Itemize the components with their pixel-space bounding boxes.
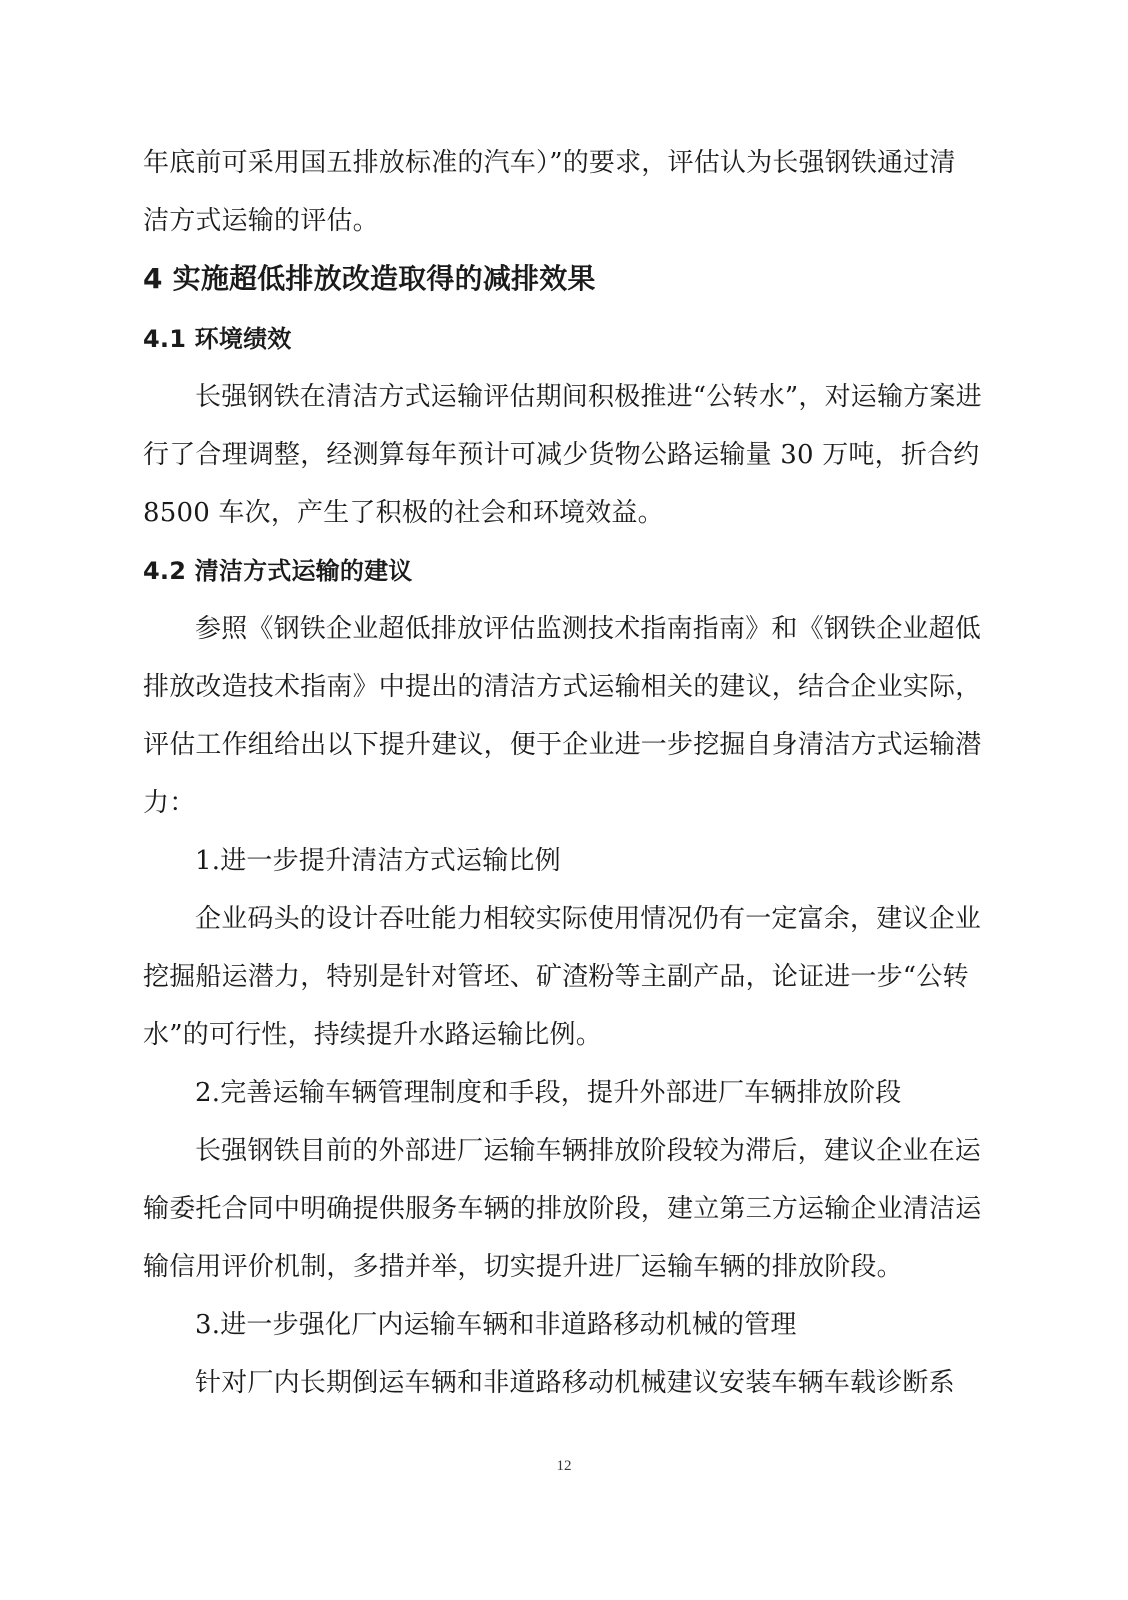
list-item-title: 3.进一步强化厂内运输车辆和非道路移动机械的管理 <box>195 1310 797 1340</box>
body-text-line: 挖掘船运潜力，特别是针对管坯、矿渣粉等主副产品，论证进一步“公转 <box>143 962 969 992</box>
body-text-line: 力： <box>143 788 196 818</box>
subsection-heading: 4.1 环境绩效 <box>143 325 292 353</box>
body-text-line: 企业码头的设计吞吐能力相较实际使用情况仍有一定富余，建议企业 <box>195 904 982 934</box>
list-item-title: 2.完善运输车辆管理制度和手段，提升外部进厂车辆排放阶段 <box>195 1078 902 1108</box>
section-heading: 4 实施超低排放改造取得的减排效果 <box>143 262 596 295</box>
body-text-line: 长强钢铁在清洁方式运输评估期间积极推进“公转水”，对运输方案进 <box>195 382 982 412</box>
body-text-line: 输信用评价机制，多措并举，切实提升进厂运输车辆的排放阶段。 <box>143 1252 903 1282</box>
body-text-line: 8500 车次，产生了积极的社会和环境效益。 <box>143 498 664 528</box>
list-item-title: 1.进一步提升清洁方式运输比例 <box>195 846 561 876</box>
body-text-line: 洁方式运输的评估。 <box>143 206 379 236</box>
body-text-line: 水”的可行性，持续提升水路运输比例。 <box>143 1020 602 1050</box>
body-text-line: 排放改造技术指南》中提出的清洁方式运输相关的建议，结合企业实际， <box>143 672 982 702</box>
body-text-line: 评估工作组给出以下提升建议，便于企业进一步挖掘自身清洁方式运输潜 <box>143 730 982 760</box>
page-number: 12 <box>556 1458 572 1474</box>
body-text-line: 参照《钢铁企业超低排放评估监测技术指南指南》和《钢铁企业超低 <box>195 614 982 644</box>
subsection-heading: 4.2 清洁方式运输的建议 <box>143 557 413 585</box>
body-text-line: 年底前可采用国五排放标准的汽车）”的要求，评估认为长强钢铁通过清 <box>143 148 956 178</box>
body-text-line: 长强钢铁目前的外部进厂运输车辆排放阶段较为滞后，建议企业在运 <box>195 1136 982 1166</box>
body-text-line: 针对厂内长期倒运车辆和非道路移动机械建议安装车辆车载诊断系 <box>195 1368 955 1398</box>
body-text-line: 行了合理调整，经测算每年预计可减少货物公路运输量 30 万吨，折合约 <box>143 440 980 470</box>
body-text-line: 输委托合同中明确提供服务车辆的排放阶段，建立第三方运输企业清洁运 <box>143 1194 982 1224</box>
